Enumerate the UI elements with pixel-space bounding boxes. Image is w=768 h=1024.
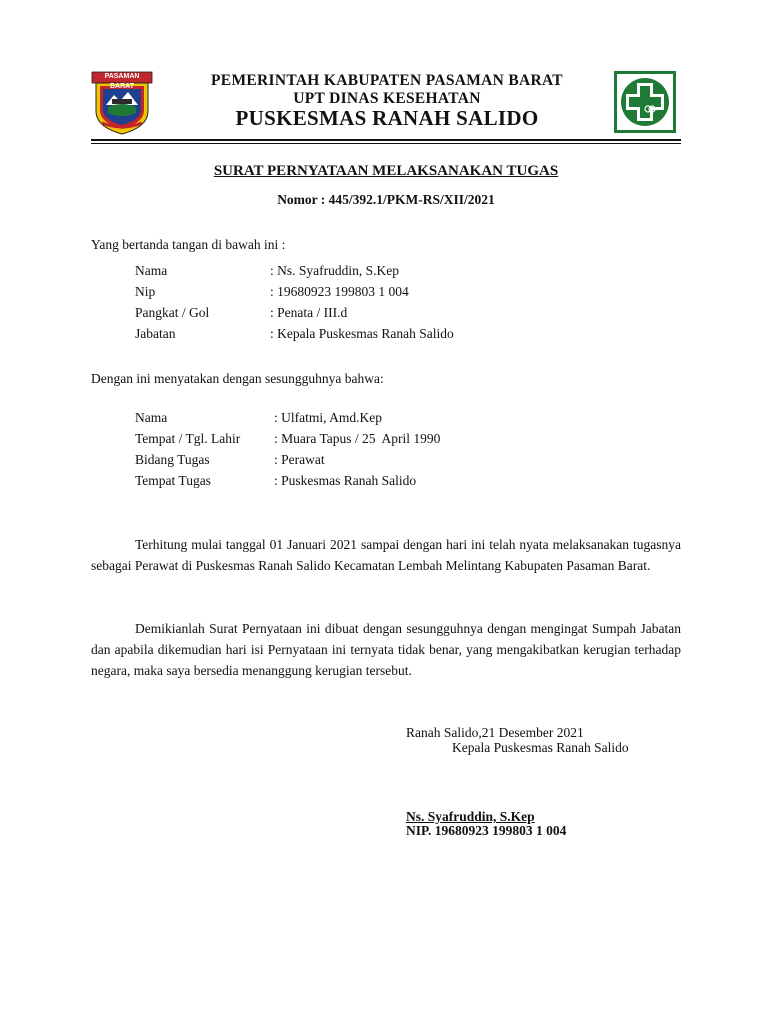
signer-value-position: : Kepala Puskesmas Ranah Salido [270,326,454,341]
header-rule-thick [91,139,681,141]
subject-value-name: : Ulfatmi, Amd.Kep [274,410,382,425]
signature-nip: NIP. 19680923 199803 1 004 [406,823,567,838]
subject-value-duty: : Perawat [274,452,325,467]
signer-label-name: Nama [135,263,168,278]
signer-label-position: Jabatan [135,326,176,341]
statement-intro: Dengan ini menyatakan dengan sesungguhnya bahwa: [91,371,384,386]
signer-value-rank: : Penata / III.d [270,305,348,320]
header-rule-thin [91,143,681,144]
signature-position: Kepala Puskesmas Ranah Salido [452,740,629,755]
signature-name: Ns. Syafruddin, S.Kep [406,809,535,824]
subject-value-birth: : Muara Tapus / 25 April 1990 [274,431,441,446]
header-puskesmas: PUSKESMAS RANAH SALIDO [235,106,539,130]
left-logo-label: PASAMAN BARAT [104,73,140,90]
header-government: PEMERINTAH KABUPATEN PASAMAN BARAT [211,72,563,89]
header-department: UPT DINAS KESEHATAN [293,90,481,107]
signer-value-name: : Ns. Syafruddin, S.Kep [270,263,399,278]
document-title: SURAT PERNYATAAN MELAKSANAKAN TUGAS [213,163,559,179]
document-number: Nomor : 445/392.1/PKM-RS/XII/2021 [277,192,495,207]
subject-value-workplace: : Puskesmas Ranah Salido [274,473,417,488]
subject-label-workplace: Tempat Tugas [135,473,211,488]
subject-label-name: Nama [135,410,168,425]
body-paragraph-1: Terhitung mulai tanggal 01 Januari 2021 sampai dengan hari ini telah nyata melaksanakan tugasnya sebagai Perawat di Puskesmas Ranah Salido Kecamatan Lembah Melintang Kabupaten Pasaman Barat. [91,537,681,573]
signer-label-nip: Nip [135,284,156,299]
intro-text: Yang bertanda tangan di bawah ini : [91,237,286,252]
subject-label-birth: Tempat / Tgl. Lahir [135,431,241,446]
body-paragraph-2: Demikianlah Surat Pernyataan ini dibuat dengan sesungguhnya dengan mengingat Sumpah Jabatan dan apabila dikemudian hari isi Pernyataan ini ternyata tidak benar, yang mengakibatkan kerugian terhadap negara, maka saya bersedia menanggung kerugian tersebut. [91,621,681,678]
subject-label-duty: Bidang Tugas [135,452,210,467]
signer-value-nip: : 19680923 199803 1 004 [270,284,409,299]
signer-label-rank: Pangkat / Gol [135,305,210,320]
signature-place-date: Ranah Salido,21 Desember 2021 [406,725,584,740]
